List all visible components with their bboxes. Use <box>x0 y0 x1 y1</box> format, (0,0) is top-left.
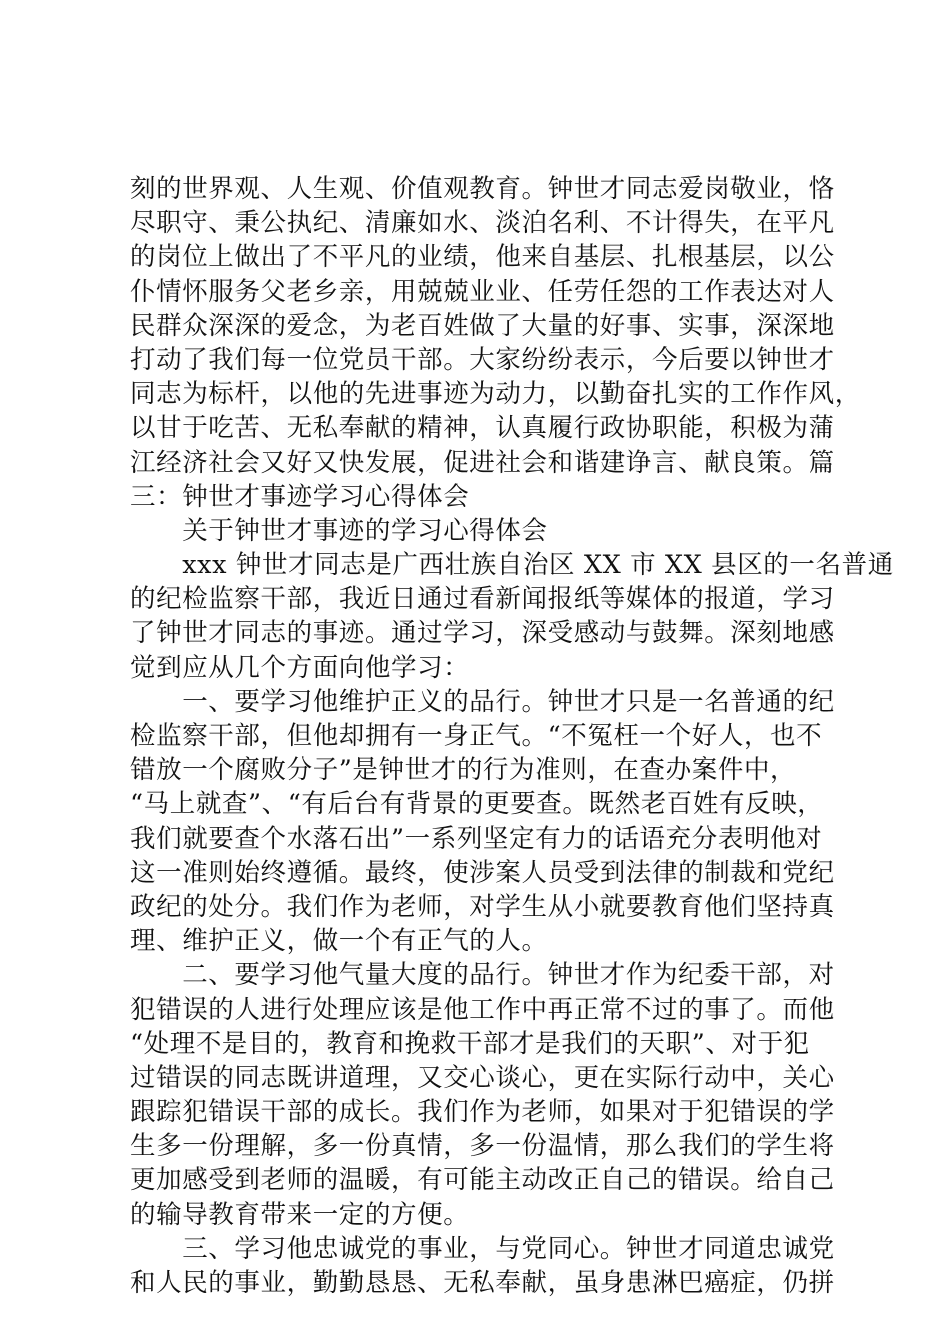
text-line: 生多一份理解，多一份真情，多一份温情，那么我们的学生将 <box>130 1131 835 1162</box>
text-line: 仆情怀服务父老乡亲，用兢兢业业、任劳任怨的工作表达对人 <box>130 276 835 307</box>
text-line: 了钟世才同志的事迹。通过学习，深受感动与鼓舞。深刻地感 <box>130 618 835 649</box>
text-line: 民群众深深的爱念，为老百姓做了大量的好事、实事，深深地 <box>130 310 835 341</box>
text-line: 江经济社会又好又快发展，促进社会和谐建诤言、献良策。篇 <box>130 447 835 478</box>
text-line: “处理不是目的，教育和挽救干部才是我们的天职”、对于犯 <box>130 1028 810 1059</box>
text-line: 的岗位上做出了不平凡的业绩，他来自基层、扎根基层，以公 <box>130 242 835 273</box>
text-line: xxx 钟世才同志是广西壮族自治区 XX 市 XX 县区的一名普通 <box>130 550 894 581</box>
text-line: 我们就要查个水落石出”一系列坚定有力的话语充分表明他对 <box>130 823 823 854</box>
text-line: 理、维护正义，做一个有正气的人。 <box>130 926 548 957</box>
text-line: 打动了我们每一位党员干部。大家纷纷表示，今后要以钟世才 <box>130 344 835 375</box>
text-line: 检监察干部，但他却拥有一身正气。“不冤枉一个好人，也不 <box>130 721 823 751</box>
text-line: 以甘于吃苦、无私奉献的精神，认真履行政协职能，积极为蒲 <box>130 413 835 444</box>
text-line: 犯错误的人进行处理应该是他工作中再正常不过的事了。而他 <box>130 994 835 1025</box>
text-line: 更加感受到老师的温暖，有可能主动改正自己的错误。给自己 <box>130 1165 835 1196</box>
text-line: 一、要学习他维护正义的品行。钟世才只是一名普通的纪 <box>130 686 835 717</box>
text-line: 刻的世界观、人生观、价值观教育。钟世才同志爱岗敬业，恪 <box>130 174 835 204</box>
document-body <box>130 172 894 1300</box>
text-line: 错放一个腐败分子”是钟世才的行为准则，在查办案件中， <box>130 755 797 786</box>
text-line: 跟踪犯错误干部的成长。我们作为老师，如果对于犯错误的学 <box>130 1097 835 1128</box>
text-line: 二、要学习他气量大度的品行。钟世才作为纪委干部，对 <box>130 960 835 991</box>
section-title: 关于钟世才事迹的学习心得体会 <box>130 515 548 546</box>
text-line: 这一准则始终遵循。最终，使涉案人员受到法律的制裁和党纪 <box>130 857 835 888</box>
text-line: 的纪检监察干部，我近日通过看新闻报纸等媒体的报道，学习 <box>130 584 835 615</box>
text-line: 和人民的事业，勤勤恳恳、无私奉献，虽身患淋巴癌症，仍拼 <box>130 1268 835 1298</box>
text-line: “马上就查”、“有后台有背景的更要查。既然老百姓有反映， <box>130 789 824 820</box>
text-line: 三：钟世才事迹学习心得体会 <box>130 481 470 512</box>
text-line: 尽职守、秉公执纪、清廉如水、淡泊名利、不计得失，在平凡 <box>130 208 835 239</box>
text-line: 同志为标杆，以他的先进事迹为动力，以勤奋扎实的工作作风， <box>130 379 861 410</box>
text-line: 三、学习他忠诚党的事业，与党同心。钟世才同道忠诚党 <box>130 1233 835 1264</box>
text-line: 政纪的处分。我们作为老师，对学生从小就要教育他们坚持真 <box>130 891 835 922</box>
text-line: 过错误的同志既讲道理，又交心谈心，更在实际行动中，关心 <box>130 1062 835 1093</box>
text-line: 的输导教育带来一定的方便。 <box>130 1199 470 1230</box>
text-line: 觉到应从几个方面向他学习： <box>130 652 470 683</box>
